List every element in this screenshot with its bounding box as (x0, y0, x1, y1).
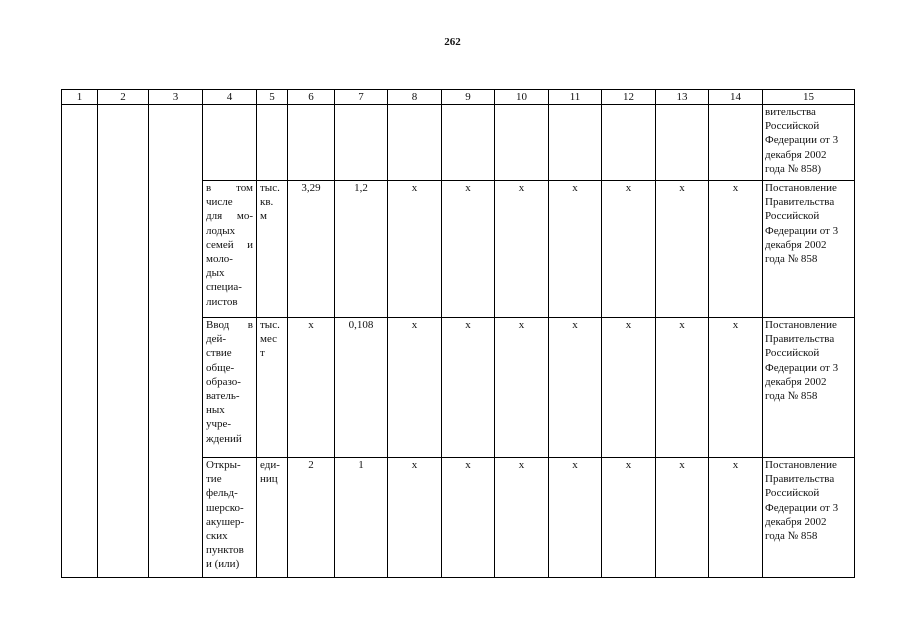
cell-line: года № 858 (765, 390, 818, 403)
cell-col-3 (149, 105, 203, 181)
cell-mark-13: х (656, 458, 709, 578)
cell-value-6: 2 (288, 458, 335, 578)
column-header-5: 5 (257, 90, 288, 105)
column-header-9: 9 (442, 90, 495, 105)
cell-line: тыс. (260, 182, 280, 194)
cell-value-7: 1,2 (335, 181, 388, 318)
column-header-1: 1 (62, 90, 98, 105)
data-table (61, 89, 855, 578)
cell-unit (257, 458, 288, 578)
cell-line: для мо- (206, 210, 253, 223)
cell-line: Российской (765, 210, 820, 223)
cell-line: тие (206, 473, 222, 486)
cell-line: кв. (260, 196, 274, 209)
cell-line: ных (206, 404, 225, 417)
cell-mark-13: х (656, 318, 709, 458)
cell-line: ских (206, 530, 228, 543)
cell-value-6 (288, 105, 335, 181)
cell-mark-12: х (602, 458, 656, 578)
cell-value-6: 3,29 (288, 181, 335, 318)
cell-line: Федерации от 3 (765, 361, 839, 374)
column-header-13: 13 (656, 90, 709, 105)
cell-line: Постановление (765, 459, 837, 471)
cell-col-1 (62, 105, 98, 181)
column-header-6: 6 (288, 90, 335, 105)
cell-mark-13: х (656, 181, 709, 318)
table-row (62, 105, 855, 181)
cell-col-2 (98, 458, 149, 578)
cell-unit (257, 105, 288, 181)
table-body (62, 105, 855, 578)
cell-line: специа- (206, 281, 242, 294)
cell-mark-10: х (495, 318, 549, 458)
cell-col-3 (149, 318, 203, 458)
cell-indicator (203, 318, 257, 458)
cell-basis (763, 181, 855, 318)
cell-line: вительства (765, 106, 816, 118)
column-header-11: 11 (549, 90, 602, 105)
cell-mark-9: х (442, 318, 495, 458)
cell-mark-8: х (388, 181, 442, 318)
column-header-4: 4 (203, 90, 257, 105)
cell-line: Российской (765, 487, 820, 500)
cell-line: шерско- (206, 501, 244, 514)
cell-line: Ввод в (206, 319, 253, 331)
cell-indicator (203, 105, 257, 181)
cell-line: Федерации от 3 (765, 501, 839, 514)
cell-line: ниц (260, 473, 278, 486)
cell-line: декабря 2002 (765, 375, 827, 388)
cell-line: года № 858) (765, 162, 822, 175)
cell-value-7 (335, 105, 388, 181)
cell-mark-9 (442, 105, 495, 181)
cell-unit (257, 318, 288, 458)
cell-mark-11 (549, 105, 602, 181)
cell-line: года № 858 (765, 530, 818, 543)
cell-line: дых (206, 267, 225, 280)
cell-mark-8 (388, 105, 442, 181)
cell-line: Постановление (765, 182, 837, 194)
cell-unit (257, 181, 288, 318)
cell-line: мес (260, 333, 277, 346)
cell-value-7: 1 (335, 458, 388, 578)
cell-line: м (260, 210, 267, 223)
cell-line: числе (206, 196, 233, 209)
cell-line: учре- (206, 418, 232, 431)
cell-line: тыс. (260, 319, 280, 331)
cell-mark-10 (495, 105, 549, 181)
cell-mark-14: х (709, 458, 763, 578)
cell-col-1 (62, 318, 98, 458)
cell-line: Правительства (765, 473, 835, 486)
cell-mark-14 (709, 105, 763, 181)
cell-line: ствие (206, 347, 232, 360)
cell-line: года № 858 (765, 253, 818, 266)
cell-mark-14: х (709, 318, 763, 458)
cell-mark-14: х (709, 181, 763, 318)
column-header-8: 8 (388, 90, 442, 105)
cell-col-2 (98, 105, 149, 181)
cell-mark-9: х (442, 181, 495, 318)
cell-line: Откры- (206, 459, 241, 471)
cell-mark-10: х (495, 458, 549, 578)
table-row (62, 181, 855, 318)
column-header-10: 10 (495, 90, 549, 105)
cell-line: обще- (206, 361, 235, 374)
cell-line: и (или) (206, 558, 240, 571)
column-header-3: 3 (149, 90, 203, 105)
cell-col-1 (62, 181, 98, 318)
table-row (62, 318, 855, 458)
cell-line: фельд- (206, 487, 238, 500)
cell-mark-12: х (602, 318, 656, 458)
cell-value-7: 0,108 (335, 318, 388, 458)
cell-line: декабря 2002 (765, 148, 827, 161)
cell-line: Правительства (765, 196, 835, 209)
cell-basis (763, 318, 855, 458)
cell-line: лодых (206, 224, 236, 237)
page-number: 262 (444, 36, 461, 48)
cell-line: ждений (206, 432, 242, 445)
cell-mark-11: х (549, 181, 602, 318)
cell-line: образо- (206, 375, 241, 388)
cell-indicator (203, 458, 257, 578)
cell-col-3 (149, 458, 203, 578)
cell-line: Российской (765, 120, 820, 133)
column-header-14: 14 (709, 90, 763, 105)
cell-line: моло- (206, 253, 233, 266)
cell-mark-8: х (388, 318, 442, 458)
cell-line: Федерации от 3 (765, 224, 839, 237)
cell-line: Российской (765, 347, 820, 360)
cell-line: Федерации от 3 (765, 134, 839, 147)
cell-mark-8: х (388, 458, 442, 578)
cell-line: пунктов (206, 544, 244, 557)
header-row (62, 90, 855, 105)
cell-line: дей- (206, 333, 227, 346)
cell-col-1 (62, 458, 98, 578)
cell-line: акушер- (206, 515, 245, 528)
cell-line: в том (206, 182, 253, 194)
cell-indicator (203, 181, 257, 318)
cell-mark-9: х (442, 458, 495, 578)
cell-mark-13 (656, 105, 709, 181)
cell-col-2 (98, 181, 149, 318)
cell-mark-12 (602, 105, 656, 181)
cell-line: Постановление (765, 319, 837, 331)
cell-col-3 (149, 181, 203, 318)
cell-line: декабря 2002 (765, 515, 827, 528)
cell-line: декабря 2002 (765, 238, 827, 251)
column-header-7: 7 (335, 90, 388, 105)
cell-line: еди- (260, 459, 280, 471)
cell-basis (763, 105, 855, 181)
cell-line: семей и (206, 238, 253, 251)
table-row (62, 458, 855, 578)
cell-mark-11: х (549, 458, 602, 578)
column-header-12: 12 (602, 90, 656, 105)
column-header-2: 2 (98, 90, 149, 105)
cell-line: Правительства (765, 333, 835, 346)
cell-mark-12: х (602, 181, 656, 318)
cell-line: т (260, 347, 265, 360)
cell-mark-10: х (495, 181, 549, 318)
cell-line: листов (206, 295, 238, 308)
cell-line: ватель- (206, 390, 240, 403)
cell-value-6: х (288, 318, 335, 458)
cell-basis (763, 458, 855, 578)
column-header-15: 15 (763, 90, 855, 105)
cell-mark-11: х (549, 318, 602, 458)
cell-col-2 (98, 318, 149, 458)
